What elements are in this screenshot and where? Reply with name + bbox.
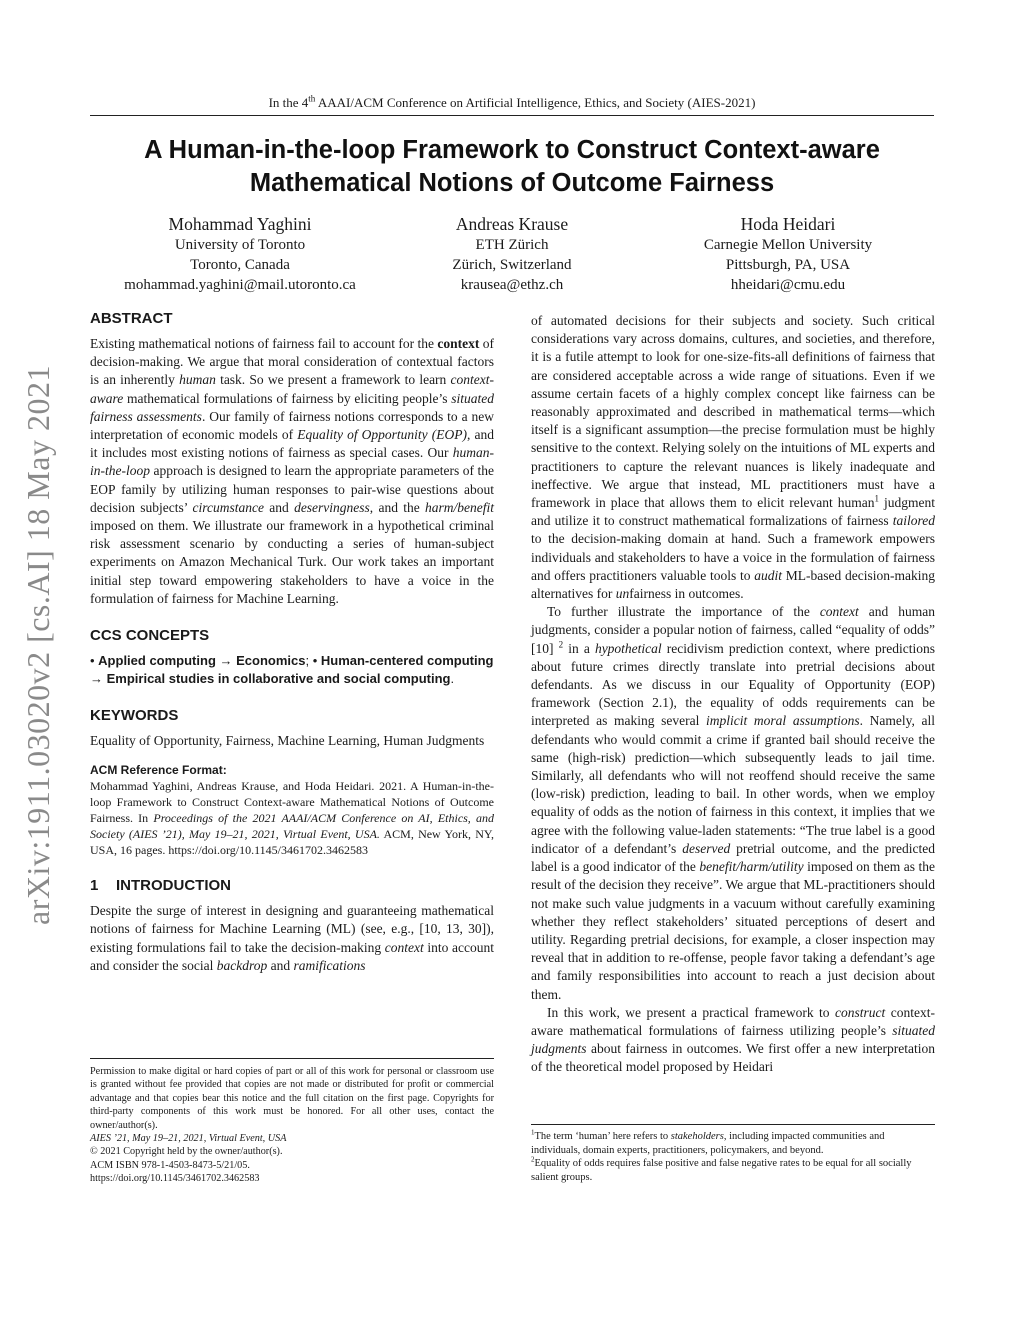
- permission-copyright: © 2021 Copyright held by the owner/author(s).: [90, 1146, 283, 1158]
- footnote-ref-2[interactable]: 2: [558, 639, 564, 650]
- author-email[interactable]: krausea@ethz.ch: [460, 277, 564, 293]
- intro-paragraph-1: of automated decisions for their subjects and society. Such critical considerations vary across domains, cultures, and societies, and therefore, it is a futile attempt to look for one-size-fits-all definitions of fairness that are considered acceptable across a wide range of situations. Even if we assume certain facets of a highly complex concept like fairness can be reasonably approximated and described in mathematical terms—which itself is a significant assumption—the precise formulation must be highly sensitive to the context. Relying solely on the intuitions of ML experts and practitioners to capture the relevant nuances is likely inadequate and ineffective. We argue that instead, ML practitioners must have a framework in place that allows them to elicit relevant human$^1$ judgment and utilize it to construct mathematical formalizations of fairness tailored to the decision-making domain at hand. Such a framework empowers individuals and stakeholders to have a voice in the formulation of fairness and offers practitioners valuable tools to audit ML-based decision-making alternatives for unfairness in outcomes.: [531, 313, 935, 602]
- right-column: [531, 312, 935, 1077]
- permission-doi[interactable]: https://doi.org/10.1145/3461702.3462583: [90, 1173, 260, 1185]
- permission-notice: [90, 1058, 494, 1186]
- footnote-2: $^2$Equality of odds requires false positive and false negative rates to be equal for all socially salient groups.: [531, 1155, 912, 1183]
- author-name: Andreas Krause: [455, 214, 569, 234]
- author-name: Hoda Heidari: [740, 214, 836, 234]
- ccs-concepts: • Applied computing → Economics; • Human-centered computing → Empirical studies in collaborative and social computing.: [90, 653, 494, 687]
- running-head: In the 4th AAAI/ACM Conference on Artificial Intelligence, Ethics, and Society (AIES-2021): [90, 95, 934, 116]
- author-email[interactable]: mohammad.yaghini@mail.utoronto.ca: [124, 277, 356, 293]
- author-1: [90, 213, 390, 295]
- arxiv-stamp: arXiv:1911.03020v2 [cs.AI] 18 May 2021: [20, 365, 56, 925]
- author-affiliation: ETH Zürich: [475, 237, 549, 253]
- author-email[interactable]: hheidari@cmu.edu: [730, 277, 846, 293]
- author-affiliation: University of Toronto: [174, 237, 306, 253]
- title-line-2: Mathematical Notions of Outcome Fairness: [249, 169, 775, 197]
- left-column: [90, 309, 494, 975]
- permission-venue: AIES ’21, May 19–21, 2021, Virtual Event, USA: [90, 1133, 287, 1145]
- footnote-1: $^1$The term ‘human’ here refers to stakeholders, including impacted communities and individuals, domain experts, practitioners, policymakers, and beyond.: [531, 1128, 885, 1156]
- abstract-heading: ABSTRACT: [90, 310, 173, 327]
- author-location: Pittsburgh, PA, USA: [725, 257, 851, 273]
- title-line-1: A Human-in-the-loop Framework to Construct Context-aware: [144, 136, 880, 164]
- abstract-text: Existing mathematical notions of fairness fail to account for the context of decision-making. We argue that moral consideration of contextual factors is an inherently human task. So we present a framework to learn context-aware mathematical formulations of fairness by eliciting people’s situated fairness assessments. Our family of fairness notions corresponds to a new interpretation of economic models of Equality of Opportunity (EOP), and it includes most existing notions of fairness as special cases. Our human-in-the-loop approach is designed to learn the appropriate parameters of the EOP family by utilizing human responses to pair-wise questions about decision subjects’ circumstance and deservingness, and the harm/benefit imposed on them. We illustrate our framework in a hypothetical criminal risk assessment scenario by conducting a series of human-subject experiments on Amazon Mechanical Turk. Our work takes an important initial step toward empowering stakeholders to have a voice in the formulation of fairness for Machine Learning.: [90, 336, 495, 606]
- author-2: [362, 213, 662, 295]
- ref-format-heading: ACM Reference Format:: [90, 763, 227, 778]
- keywords-text: Equality of Opportunity, Fairness, Machine Learning, Human Judgments: [90, 733, 485, 749]
- permission-text: Permission to make digital or hard copies of part or all of this work for personal or classroom use is granted without fee provided that copies are not made or distributed for profit or commercial advantage and that copies bear this notice and the full citation on the first page. Copyrights for third-party components of this work must be honored. For all other uses, contact the owner/author(s).: [90, 1066, 494, 1131]
- permission-isbn: ACM ISBN 978-1-4503-8473-5/21/05.: [90, 1159, 250, 1171]
- intro-heading: 1 INTRODUCTION: [90, 877, 231, 895]
- author-3: [638, 213, 938, 295]
- intro-paragraph-2: To further illustrate the importance of the context and human judgments, consider a popular notion of fairness, called “equality of odds” [10] $^2$ in a hypothetical recidivism prediction context, where predictions about future crimes directly translate into pretrial decisions about defendants. As we discuss in our Equality of Opportunity (EOP) framework (Section 2.1), the equality of odds requirements can be interpreted as making several implicit moral assumptions. Namely, all defendants who would commit a crime if granted bail should receive the same (high-risk) prediction—which subsequently leads to jail time. Similarly, all defendants who will not reoffend should receive the same (low-risk) prediction, leading to bail. In other words, when we employ equality of odds as the notion of fairness in this context, it implies that we agree with the following value-laden statements: “The true label is a good indicator of a defendant’s deserved pretrial outcome, and the predicted label is a good indicator of the benefit/harm/utility imposed on them as the result of the decision they receive”. We argue that ML-practitioners should not make such value judgments in a vacuum without carefully examining whether they reflect stakeholders’ situated perceptions of desert and utility. Regarding pretrial decisions, for example, a closer inspection may reveal that in addition to re-offense, people favor taking a defendant’s age and family responsibilities into account to reach a just decision about them.: [531, 604, 936, 1002]
- footnotes: [531, 1124, 935, 1184]
- author-name: Mohammad Yaghini: [168, 214, 312, 234]
- keywords-heading: KEYWORDS: [90, 707, 179, 725]
- ccs-heading: CCS CONCEPTS: [90, 627, 210, 645]
- author-location: Zürich, Switzerland: [452, 257, 572, 273]
- intro-text: Despite the surge of interest in designing and guaranteeing mathematical notions of fairness for Machine Learning (ML) (see, e.g., [10, 13, 30]), existing formulations fail to take the decision-making context into account and consider the social backdrop and ramifications: [90, 903, 494, 973]
- paper-title: [90, 134, 934, 200]
- author-block: [90, 213, 934, 303]
- intro-paragraph-3: In this work, we present a practical framework to construct context-aware mathematical formulations of fairness utilizing people’s situated judgments about fairness in outcomes. We first offer a new interpretation of the theoretical model proposed by Heidari: [531, 1004, 936, 1075]
- ref-format-text: Mohammad Yaghini, Andreas Krause, and Hoda Heidari. 2021. A Human-in-the-loop Framework to Construct Context-aware Mathematical Notions of Outcome Fairness. In Proceedings of the 2021 AAAI/ACM Conference on AI, Ethics, and Society (AIES ’21), May 19–21, 2021, Virtual Event, USA. ACM, New York, NY, USA, 16 pages. https://doi.org/10.1145/3461702.3462583: [90, 779, 494, 858]
- footnote-ref-1[interactable]: 1: [874, 493, 879, 504]
- author-location: Toronto, Canada: [190, 257, 290, 273]
- author-affiliation: Carnegie Mellon University: [703, 237, 873, 253]
